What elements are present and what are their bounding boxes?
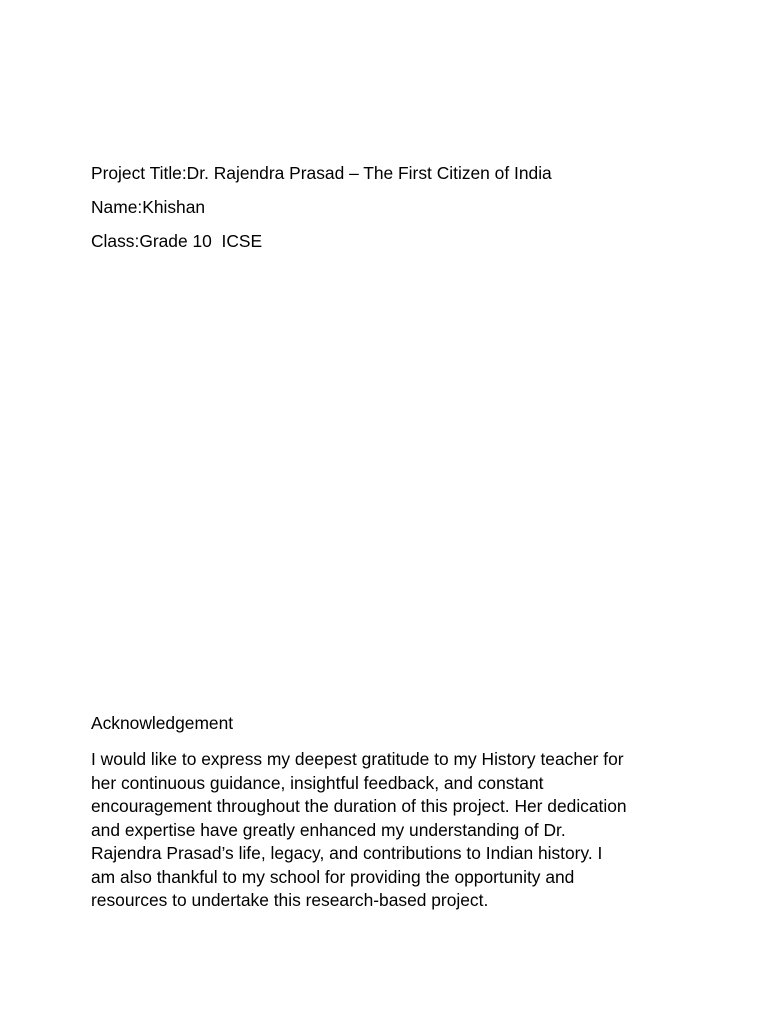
acknowledgement-line: I would like to express my deepest gratitude to my History teacher for (91, 749, 624, 769)
acknowledgement-line: encouragement throughout the duration of this project. Her dedication (91, 796, 627, 816)
acknowledgement-heading: Acknowledgement (91, 713, 234, 733)
acknowledgement-paragraph (91, 748, 691, 913)
acknowledgement-line: her continuous guidance, insightful feedback, and constant (91, 772, 544, 793)
student-class: Class:Grade 10 ICSE (91, 231, 263, 251)
project-title: Project Title:Dr. Rajendra Prasad – The First Citizen of India (91, 163, 552, 183)
acknowledgement-line: am also thankful to my school for providing the opportunity and (91, 866, 575, 887)
acknowledgement-line: resources to undertake this research-based project. (91, 890, 489, 910)
acknowledgement-line: Rajendra Prasad’s life, legacy, and contributions to Indian history. I (91, 843, 603, 863)
student-name: Name:Khishan (91, 197, 206, 217)
acknowledgement-line: and expertise have greatly enhanced my understanding of Dr. (91, 819, 566, 840)
